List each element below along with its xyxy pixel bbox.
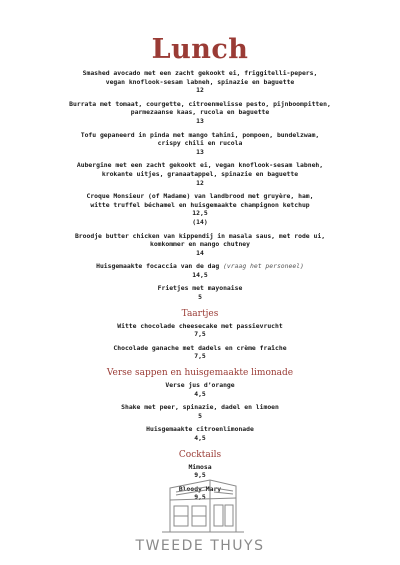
item-name: Huisgemaakte focaccia van de dag bbox=[96, 262, 220, 271]
item-price: 7,5 bbox=[194, 330, 206, 339]
storefront-sketch-icon bbox=[140, 478, 260, 534]
menu-item bbox=[0, 131, 400, 157]
menu-item bbox=[0, 344, 400, 361]
menu-item bbox=[0, 284, 400, 301]
item-price: 12,5 bbox=[192, 209, 208, 218]
item-description: Frietjes met mayonaise bbox=[157, 284, 243, 293]
item-price: 7,5 bbox=[194, 352, 206, 361]
menu-item bbox=[0, 381, 400, 398]
section-heading-taartjes: Taartjes bbox=[181, 308, 219, 319]
item-price: 13 bbox=[196, 116, 204, 125]
item-description: Croque Monsieur (of Madame) van landbrood met gruyère, ham, witte truffel béchamel en huisgemaakte champignon ketchup bbox=[86, 192, 314, 209]
item-note: (vraag het personeel) bbox=[223, 262, 304, 271]
menu-item bbox=[0, 232, 400, 258]
menu-item bbox=[0, 192, 400, 226]
item-description: Aubergine met een zacht gekookt ei, vegan knoflook-sesam labneh, krokante uitjes, granaatappel, spinazie en baguette bbox=[76, 161, 324, 178]
page-title: Lunch bbox=[151, 34, 249, 65]
section-heading-cocktails: Cocktails bbox=[178, 449, 222, 460]
item-description: Mimosa bbox=[188, 462, 212, 471]
section-heading-sappen: Verse sappen en huisgemaakte limonade bbox=[106, 368, 294, 379]
item-price: 5 bbox=[198, 411, 202, 420]
item-description: Shake met peer, spinazie, dadel en limoen bbox=[121, 403, 279, 412]
item-description: Tofu gepaneerd in pinda met mango tahini, pompoen, bundelzwam, crispy chili en rucola bbox=[80, 130, 320, 148]
item-price: 4,5 bbox=[194, 434, 206, 442]
brand-name: TWEEDE THUYS bbox=[135, 538, 265, 554]
menu-item bbox=[0, 322, 400, 339]
item-price: 14,5 bbox=[192, 270, 208, 279]
item-price: 9,5 bbox=[194, 493, 206, 502]
menu-item bbox=[0, 425, 400, 442]
item-price-alt: (14) bbox=[192, 217, 208, 226]
item-description: Chocolade ganache met dadels en crème fraîche bbox=[113, 343, 287, 352]
menu-item bbox=[0, 262, 400, 279]
menu-item bbox=[0, 161, 400, 187]
item-description: Smashed avocado met een zacht gekookt ei, friggitelli-pepers, vegan knoflook-sesam labneh, spinazie en baguette bbox=[82, 69, 318, 86]
item-price: 5 bbox=[198, 293, 202, 302]
item-description bbox=[0, 262, 400, 271]
item-description: Witte chocolade cheesecake met passievrucht bbox=[117, 321, 283, 330]
lunch-list bbox=[0, 69, 400, 302]
item-price: 12 bbox=[196, 86, 204, 95]
item-price: 9,5 bbox=[194, 471, 206, 480]
menu-item bbox=[0, 69, 400, 95]
item-description: Burrata met tomaat, courgette, citroenmelisse pesto, pijnboompitten, parmezaanse kaas, rucola en baguette bbox=[69, 99, 331, 117]
item-description: Verse jus d’orange bbox=[165, 381, 235, 390]
item-price: 14 bbox=[196, 248, 204, 257]
item-price: 13 bbox=[196, 147, 204, 156]
item-price: 4,5 bbox=[194, 389, 206, 398]
item-description: Huisgemaakte citroenlimonade bbox=[146, 425, 254, 434]
menu-item bbox=[0, 403, 400, 420]
item-description: Broodje butter chicken van kippendij in masala saus, met rode ui, komkommer en mango chutney bbox=[74, 231, 326, 249]
item-description: Bloody Mary bbox=[178, 484, 222, 493]
brand-logo bbox=[0, 478, 400, 554]
menu-item bbox=[0, 100, 400, 126]
item-price: 12 bbox=[196, 178, 204, 187]
